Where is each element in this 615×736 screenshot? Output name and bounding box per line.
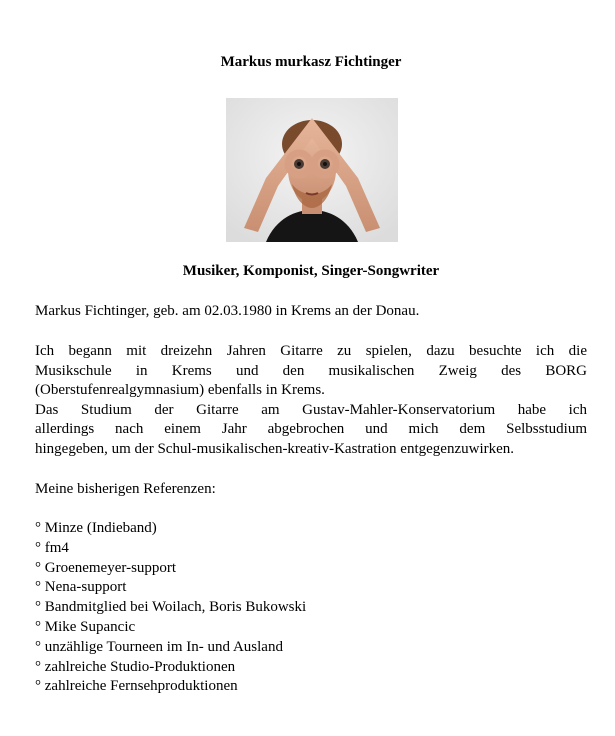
biography-line: (Oberstufenrealgymnasium) ebenfalls in Krems. [35,382,325,398]
reference-item: ° Nena-support [35,579,127,596]
document-subtitle: Musiker, Komponist, Singer-Songwriter [182,263,440,279]
document-title: Markus murkasz Fichtinger [220,54,402,70]
reference-item: ° Bandmitglied bei Woilach, Boris Bukowski [35,599,307,616]
biography-line: Musikschule in Krems und den musikalischen Zweig des BORG [35,362,587,379]
portrait-photo [226,98,398,242]
references-heading: Meine bisherigen Referenzen: [35,481,216,497]
reference-item: ° zahlreiche Studio-Produktionen [35,658,236,675]
references-list [35,519,587,697]
biography-line: Ich begann mit dreizehn Jahren Gitarre zu spielen, dazu besuchte ich die [35,343,587,359]
biography-line: hingegeben, um der Schul-musikalischen-kreativ-Kastration entgegenzuwirken. [35,440,515,457]
portrait-illustration [226,98,398,242]
reference-item: ° zahlreiche Fernsehproduktionen [35,678,238,695]
reference-item: ° Minze (Indieband) [35,520,157,536]
reference-item: ° fm4 [35,539,69,556]
birth-paragraph: Markus Fichtinger, geb. am 02.03.1980 in Krems an der Donau. [35,303,420,319]
reference-item: ° unzählige Tourneen im In- und Ausland [35,638,283,655]
reference-item: ° Groenemeyer-support [35,559,177,576]
biography-line: allerdings nach einem Jahr abgebrochen und mich dem Selbsstudium [35,421,587,437]
biography-line: Das Studium der Gitarre am Gustav-Mahler-Konservatorium habe ich [35,401,587,418]
reference-item: ° Mike Supancic [35,618,136,635]
biography-paragraph [35,342,587,459]
